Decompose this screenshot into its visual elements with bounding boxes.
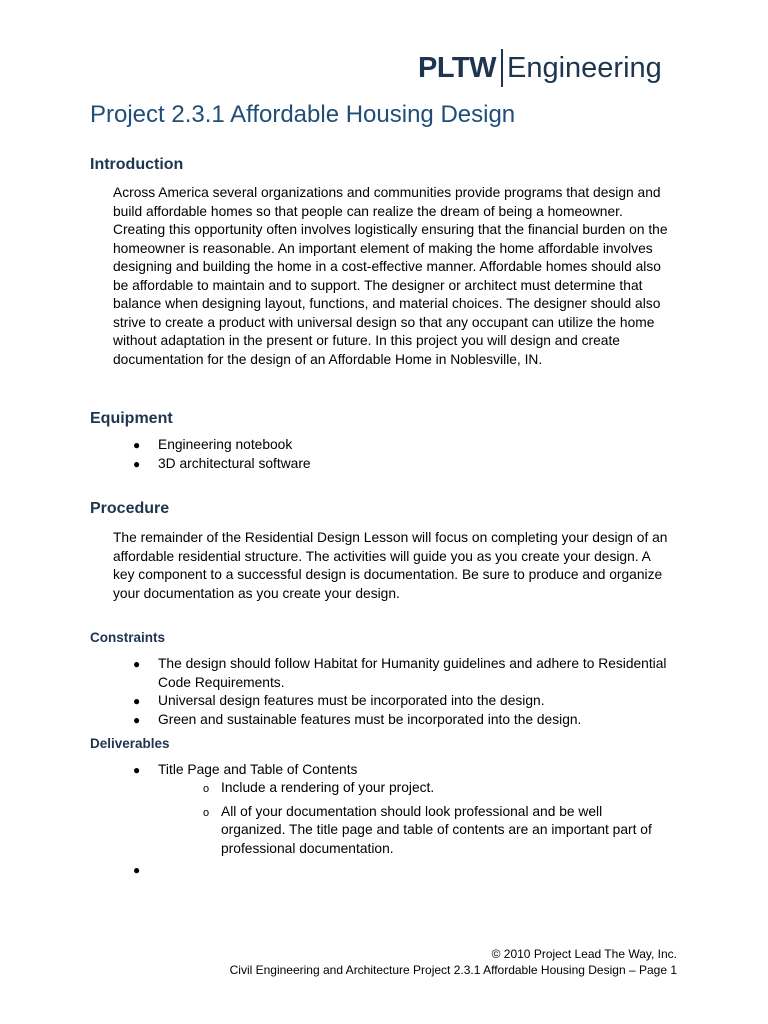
constraint-item-text: Green and sustainable features must be incorporated into the design.	[158, 711, 582, 727]
list-item	[133, 455, 678, 474]
page-footer	[230, 947, 677, 978]
pltw-engineering-logo	[418, 48, 662, 88]
bullet-icon: ●	[133, 694, 141, 708]
equipment-item-text: Engineering notebook	[158, 437, 293, 452]
deliverables-heading: Deliverables	[90, 736, 170, 751]
equipment-item-text: 3D architectural software	[158, 455, 311, 471]
list-item	[133, 711, 678, 730]
page-title: Project 2.3.1 Affordable Housing Design	[90, 101, 516, 128]
procedure-heading: Procedure	[90, 500, 170, 517]
list-item	[203, 779, 658, 798]
constraint-item-text: The design should follow Habitat for Humanity guidelines and adhere to Residential Code Requirements.	[158, 656, 667, 690]
logo-pltw-text: PLTW	[418, 51, 496, 84]
deliverable-subitem-text: All of your documentation should look professional and be well organized. The title page and table of contents are an important part of professional documentation.	[221, 803, 652, 856]
list-item	[133, 761, 678, 780]
bullet-icon: ●	[133, 456, 141, 471]
procedure-paragraph: The remainder of the Residential Design Lesson will focus on completing your design of an affordable residential structure. The activities will guide you as you create your design. A key component to a successful design is documentation. Be sure to produce and organize your documentation as you create your design.	[113, 530, 668, 601]
footer-page-line: Civil Engineering and Architecture Project 2.3.1 Affordable Housing Design – Page 1	[229, 962, 677, 977]
equipment-list	[133, 436, 678, 473]
footer-copyright: © 2010 Project Lead The Way, Inc.	[491, 947, 677, 961]
bullet-icon: ●	[133, 712, 141, 727]
introduction-paragraph: Across America several organizations and communities provide programs that design and build affordable homes so that people can realize the dream of being a homeowner. Creating this opportunity often involves logistically ensuring that the financial burden on the homeowner is reasonable. An important element of making the home affordable involves designing and building the home in a cost-effective manner. Affordable homes should also be affordable to maintain and to support. The designer or architect must determine that balance when designing layout, functions, and material choices. The designer should also strive to create a product with universal design so that any occupant can utilize the home without adaptation in the present or future. In this project you will design and create documentation for the design of an Affordable Home in Noblesville, IN.	[113, 185, 668, 367]
constraint-item-text: Universal design features must be incorporated into the design.	[158, 693, 545, 708]
logo-engineering-text: Engineering	[507, 51, 662, 84]
bullet-icon: ●	[133, 657, 141, 671]
deliverable-item-text: Title Page and Table of Contents	[158, 762, 358, 777]
circle-bullet-icon: o	[203, 783, 210, 795]
bullet-icon: ●	[133, 863, 141, 877]
list-item	[133, 436, 678, 455]
constraints-heading: Constraints	[90, 630, 166, 645]
logo-divider	[501, 49, 503, 87]
list-item	[133, 655, 678, 692]
deliverables-sublist	[203, 779, 658, 863]
deliverable-subitem-text: Include a rendering of your project.	[221, 780, 435, 795]
bullet-icon: ●	[133, 763, 141, 777]
equipment-heading: Equipment	[90, 410, 173, 427]
list-item	[133, 692, 678, 711]
deliverables-list	[133, 761, 678, 780]
bullet-icon: ●	[133, 438, 141, 452]
list-item	[203, 803, 658, 859]
introduction-heading: Introduction	[90, 156, 184, 173]
circle-bullet-icon: o	[203, 806, 210, 819]
constraints-list	[133, 655, 678, 729]
